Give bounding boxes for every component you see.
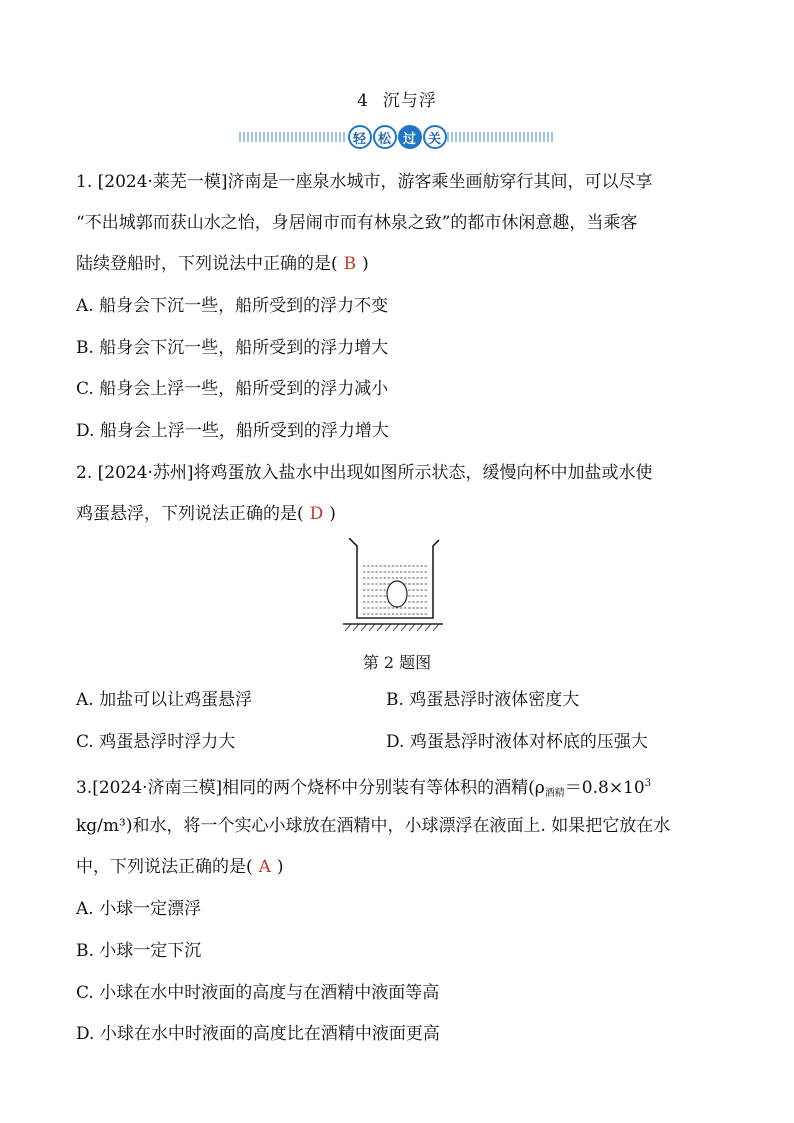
q2-stem-line1: 2. [2024·苏州]将鸡蛋放入盐水中出现如图所示状态，缓慢向杯中加盐或水使 [76, 463, 653, 483]
q3-option-c: C. 小球在水中时液面的高度与在酒精中液面等高 [76, 983, 440, 1003]
banner-char: 关 [423, 125, 447, 149]
q3-stem-text-a: 3.[2024·济南三模]相同的两个烧杯中分别装有等体积的酒精(ρ [76, 778, 545, 798]
q3-answer: A [258, 857, 271, 877]
section-number: 4 [357, 91, 369, 111]
q1-option-a: A. 船身会下沉一些，船所受到的浮力不变 [76, 296, 389, 316]
q2-stem-line2 [76, 504, 336, 524]
table-hatching [345, 624, 439, 631]
banner-char-highlight: 过 [398, 125, 422, 149]
q1-option-c: C. 船身会上浮一些，船所受到的浮力减小 [76, 379, 389, 399]
q3-stem-line2: kg/m³)和水，将一个实心小球放在酒精中，小球漂浮在液面上. 如果把它放在水 [76, 816, 671, 836]
q2-option-c: C. 鸡蛋悬浮时浮力大 [76, 732, 236, 752]
q2-answer: D [309, 504, 324, 524]
banner-stripes-right [447, 132, 555, 142]
q3-stem-text-b: ＝0.8×10 [564, 778, 645, 798]
q2-option-b: B. 鸡蛋悬浮时液体密度大 [386, 690, 580, 710]
q3-stem-line1 [76, 774, 651, 804]
q1-option-b: B. 船身会下沉一些，船所受到的浮力增大 [76, 338, 389, 358]
q3-stem-text: 中，下列说法正确的是( [76, 857, 253, 877]
q3-stem-line3 [76, 857, 284, 877]
beaker-egg-figure [343, 538, 443, 634]
q1-stem-text: 陆续登船时，下列说法中正确的是( [76, 254, 338, 274]
q2-close-paren: ) [329, 504, 336, 524]
q1-stem-line1: 1. [2024·莱芜一模]济南是一座泉水城市，游客乘坐画舫穿行其间，可以尽享 [76, 172, 653, 192]
section-title [0, 86, 794, 111]
q1-option-d: D. 船身会上浮一些，船所受到的浮力增大 [76, 421, 389, 441]
q3-option-a: A. 小球一定漂浮 [76, 899, 202, 919]
figure-caption: 第 2 题图 [362, 653, 432, 672]
q3-close-paren: ) [276, 857, 284, 877]
banner-stripes-left [239, 132, 347, 142]
q1-stem-line3 [76, 254, 369, 274]
section-banner [239, 124, 555, 150]
q2-option-d: D. 鸡蛋悬浮时液体对杯底的压强大 [386, 732, 648, 752]
q2-option-a: A. 加盐可以让鸡蛋悬浮 [76, 690, 253, 710]
banner-char: 轻 [348, 125, 372, 149]
q1-close-paren: ) [362, 254, 369, 274]
banner-chars [347, 124, 447, 150]
q3-option-d: D. 小球在水中时液面的高度比在酒精中液面更高 [76, 1024, 440, 1044]
section-title-text: 沉与浮 [382, 91, 437, 111]
q2-stem-text: 鸡蛋悬浮，下列说法正确的是( [76, 504, 304, 524]
q3-exponent: 3 [644, 778, 652, 789]
q3-option-b: B. 小球一定下沉 [76, 941, 202, 961]
egg [387, 581, 407, 607]
banner-char: 松 [373, 125, 397, 149]
q1-stem-line2: “不出城郭而获山水之怡，身居闹市而有林泉之致”的都市休闲意趣，当乘客 [76, 213, 638, 233]
q1-answer: B [343, 254, 357, 274]
q3-density-subscript: 酒精 [544, 788, 565, 799]
